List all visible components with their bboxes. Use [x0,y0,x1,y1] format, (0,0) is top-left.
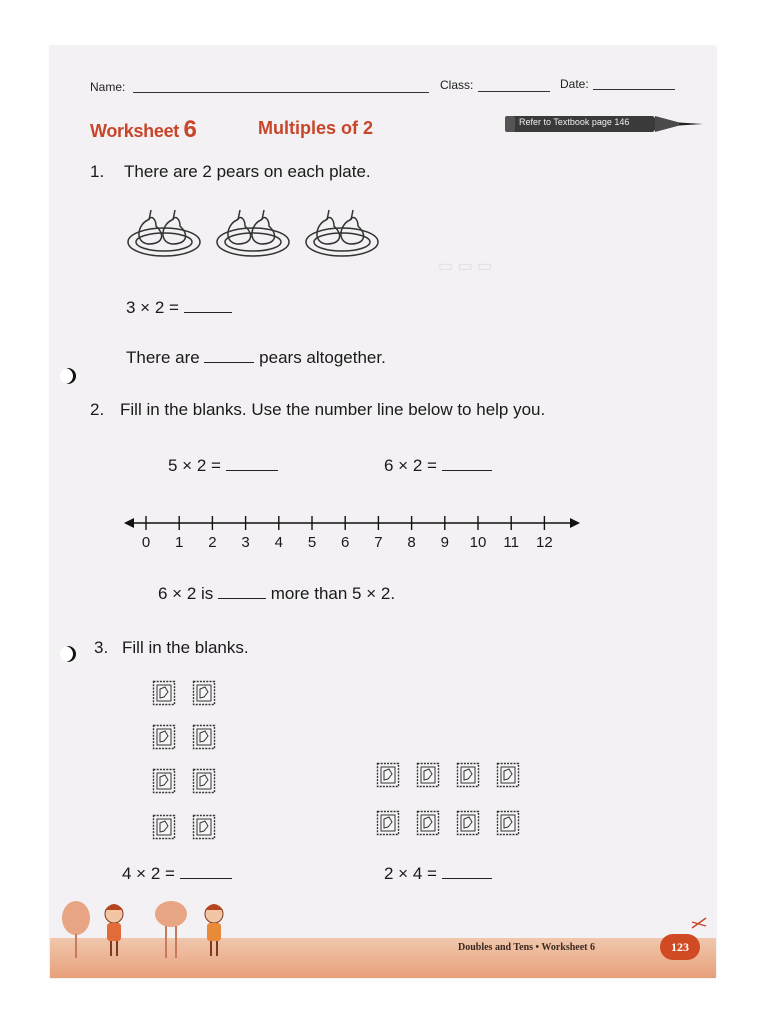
stamp-icon [376,762,400,788]
q2-equation-left [168,456,278,476]
q3-equation-left [122,864,232,884]
binder-hole [60,646,76,662]
plate-with-pears [128,210,200,256]
q3-eq-left-text: 4 × 2 = [122,864,175,883]
right-arrow-icon [570,518,580,528]
name-label: Name: [90,80,126,94]
bleed-through-text: ▭ ▭ ▭ [438,258,493,275]
q3-eq-right-text: 2 × 4 = [384,864,437,883]
number-line-label: 8 [407,534,416,551]
q1-answer-blank[interactable] [184,311,232,313]
stamp-icon [496,810,520,836]
q2-compare-blank[interactable] [218,597,266,599]
q2-eq-right-text: 6 × 2 = [384,456,437,475]
q1-sentence-start: There are [126,348,200,367]
scissors-icon [690,914,708,932]
stamp-icon [456,762,480,788]
number-line [122,512,582,534]
q1-sentence-end: pears altogether. [259,348,386,367]
q2-prompt: Fill in the blanks. Use the number line below to help you. [120,400,546,419]
q3-number: 3. [94,638,109,657]
number-line-label: 9 [440,534,449,551]
date-label: Date: [560,77,589,91]
stamp-icon [192,768,216,794]
stamp-icon [416,762,440,788]
number-line-label: 1 [175,534,184,551]
pear-plates-illustration [126,206,396,262]
q2-compare [158,584,395,604]
number-line-label: 5 [307,534,317,551]
stamp-icon [152,724,176,750]
q1-prompt: There are 2 pears on each plate. [124,162,371,181]
q2-equation-right [384,456,492,476]
stamp-icon [192,724,216,750]
number-line-label: 3 [241,534,250,551]
stamp-icon [192,680,216,706]
stamp-icon [152,814,176,840]
q1-equation [126,298,232,318]
q1-equation-text: 3 × 2 = [126,298,179,317]
q1-total-blank[interactable] [204,361,254,363]
class-field[interactable] [478,91,550,92]
number-line-label: 12 [536,534,553,551]
stamp-icon [416,810,440,836]
page-number: 123 [671,939,689,954]
number-line-label: 7 [374,534,383,551]
plate-with-pears [217,210,289,256]
q2-eq-left-blank[interactable] [226,469,278,471]
stamp-icon [152,768,176,794]
stamp-icon [376,810,400,836]
pencil-note [503,112,708,136]
q2-number: 2. [90,400,105,419]
worksheet-page [50,46,716,978]
number-line-label: 11 [503,534,519,551]
topic-title: Multiples of 2 [258,118,374,138]
stamp-icon [456,810,480,836]
stamp-icon [152,680,176,706]
number-line-label: 6 [341,534,350,551]
number-line-label: 4 [274,534,283,551]
page-number-badge [660,934,700,960]
name-field[interactable] [133,92,429,93]
q2-compare-end: more than 5 × 2. [270,584,396,603]
number-line-label: 0 [141,534,151,551]
worksheet-word: Worksheet [90,121,179,141]
footer-bullet: • [535,942,540,953]
plate-with-pears [306,210,378,256]
number-line-label: 10 [469,534,487,551]
textbook-reference: Refer to Textbook page 146 [519,117,630,127]
worksheet-number: 6 [183,116,197,143]
q1-number: 1. [90,162,105,181]
q2-eq-right-blank[interactable] [442,469,492,471]
left-arrow-icon [124,518,134,528]
footer-caption [458,942,595,953]
stamp-icon [192,814,216,840]
binder-hole [60,368,76,384]
kids-trees-illustration [56,896,226,966]
number-line-label: 2 [208,534,217,551]
q2-eq-left-text: 5 × 2 = [168,456,221,475]
q3-eq-left-blank[interactable] [180,877,232,879]
worksheet-heading [90,116,197,144]
q3-prompt: Fill in the blanks. [122,638,249,657]
footer-worksheet: Worksheet 6 [541,942,595,953]
footer-chapter: Doubles and Tens [458,942,534,953]
stamp-icon [496,762,520,788]
q1-sentence [126,348,386,368]
q3-eq-right-blank[interactable] [442,877,492,879]
date-field[interactable] [593,89,675,90]
q3-equation-right [384,864,492,884]
class-label: Class: [440,78,474,92]
q2-compare-start: 6 × 2 is [158,584,214,603]
